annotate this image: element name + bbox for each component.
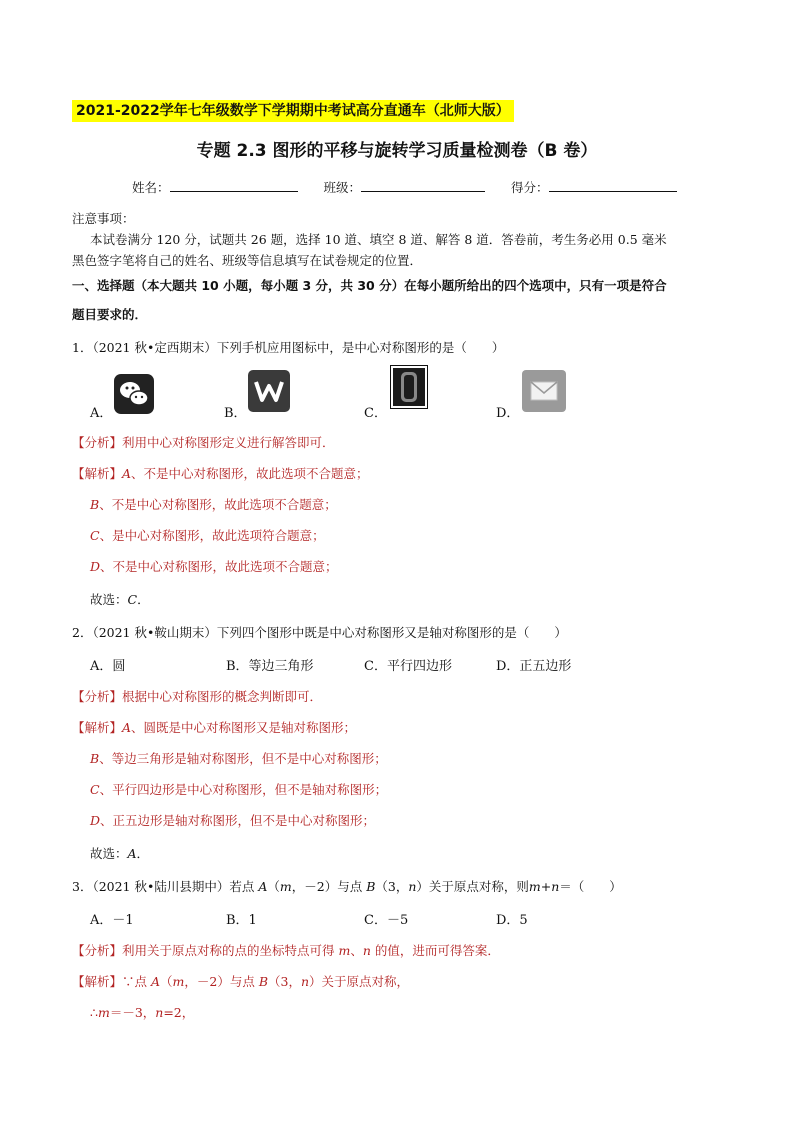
section-heading-line-2: 题目要求的． xyxy=(72,307,148,322)
q3-stem: 3．（2021 秋•陆川县期中）若点 A（m，－2）与点 B（3，n）关于原点对称，则m+n＝（ ） xyxy=(72,879,622,894)
q1-stem: 1．（2021 秋•定西期末）下列手机应用图标中，是中心对称图形的是（ ） xyxy=(72,340,505,355)
q1-solution-d: D、不是中心对称图形，故此选项不合题意； xyxy=(90,559,338,574)
q2-option-a: A．圆 xyxy=(90,659,126,674)
name-blank[interactable] xyxy=(170,179,298,192)
q2-option-c: C．平行四边形 xyxy=(364,659,452,674)
notes-heading: 注意事项： xyxy=(72,211,135,226)
q2-solution-c: C、平行四边形是中心对称图形，但不是轴对称图形； xyxy=(90,782,388,797)
q1-option-d-label: D． xyxy=(496,406,520,421)
q2-stem: 2．（2021 秋•鞍山期末）下列四个图形中既是中心对称图形又是轴对称图形的是（ ） xyxy=(72,625,567,640)
name-field[interactable] xyxy=(132,178,298,196)
wechat-icon xyxy=(114,374,154,414)
score-label: 得分： xyxy=(511,180,549,195)
q3-option-c: C．－5 xyxy=(364,913,409,928)
student-info-fields xyxy=(132,178,699,196)
q1-solution-c: C、是中心对称图形，故此选项符合题意； xyxy=(90,528,325,543)
q3-solution-1: 【解析】∵点 A（m，－2）与点 B（3，n）关于原点对称， xyxy=(72,974,410,989)
class-blank[interactable] xyxy=(361,179,485,192)
q2-option-b: B．等边三角形 xyxy=(226,659,314,674)
mail-icon xyxy=(522,370,566,412)
q1-option-c-label: C． xyxy=(364,406,387,421)
q2-solution-b: B、等边三角形是轴对称图形，但不是中心对称图形； xyxy=(90,751,387,766)
notes-line-2: 黑色签字笔将自己的姓名、班级等信息填写在试卷规定的位置． xyxy=(72,253,423,268)
q1-solution-a: 【解析】A、不是中心对称图形，故此选项不合题意； xyxy=(72,466,369,481)
q2-solution-a: 【解析】A、圆既是中心对称图形又是轴对称图形； xyxy=(72,720,357,735)
score-field[interactable] xyxy=(511,178,677,196)
q1-option-b-label: B． xyxy=(224,406,247,421)
q3-analysis: 【分析】利用关于原点对称的点的坐标特点可得 m、n 的值，进而可得答案． xyxy=(72,943,500,958)
q1-solution-b: B、不是中心对称图形，故此选项不合题意； xyxy=(90,497,337,512)
q2-answer: 故选：A． xyxy=(90,846,150,861)
score-blank[interactable] xyxy=(549,179,677,192)
notes-line-1: 本试卷满分 120 分，试题共 26 题，选择 10 道、填空 8 道、解答 8 道．答卷前，考生务必用 0.5 毫米 xyxy=(90,232,667,247)
phone-icon xyxy=(390,365,428,409)
q3-option-d: D．5 xyxy=(496,913,528,928)
section-heading-line-1: 一、选择题（本大题共 10 小题，每小题 3 分，共 30 分）在每小题所给出的四个选项中，只有一项是符合 xyxy=(72,278,667,293)
q2-solution-d: D、正五边形是轴对称图形，但不是中心对称图形； xyxy=(90,813,376,828)
name-label: 姓名： xyxy=(132,180,170,195)
class-label: 班级： xyxy=(323,180,362,195)
q2-option-d: D．正五边形 xyxy=(496,659,572,674)
q3-option-a: A．－1 xyxy=(90,913,134,928)
series-banner: 2021-2022学年七年级数学下学期期中考试高分直通车（北师大版） xyxy=(72,100,514,122)
q3-solution-2: ∴m＝－3，n=2， xyxy=(90,1005,195,1020)
class-field[interactable] xyxy=(324,178,486,196)
wps-icon xyxy=(248,370,290,412)
page-title: 专题 2.3 图形的平移与旋转学习质量检测卷（B 卷） xyxy=(196,141,598,161)
q2-analysis: 【分析】根据中心对称图形的概念判断即可． xyxy=(72,689,323,704)
q1-analysis: 【分析】利用中心对称图形定义进行解答即可． xyxy=(72,435,335,450)
q3-option-b: B．1 xyxy=(226,913,257,928)
q1-answer: 故选：C． xyxy=(90,592,150,607)
q1-option-a-label: A． xyxy=(90,406,113,421)
